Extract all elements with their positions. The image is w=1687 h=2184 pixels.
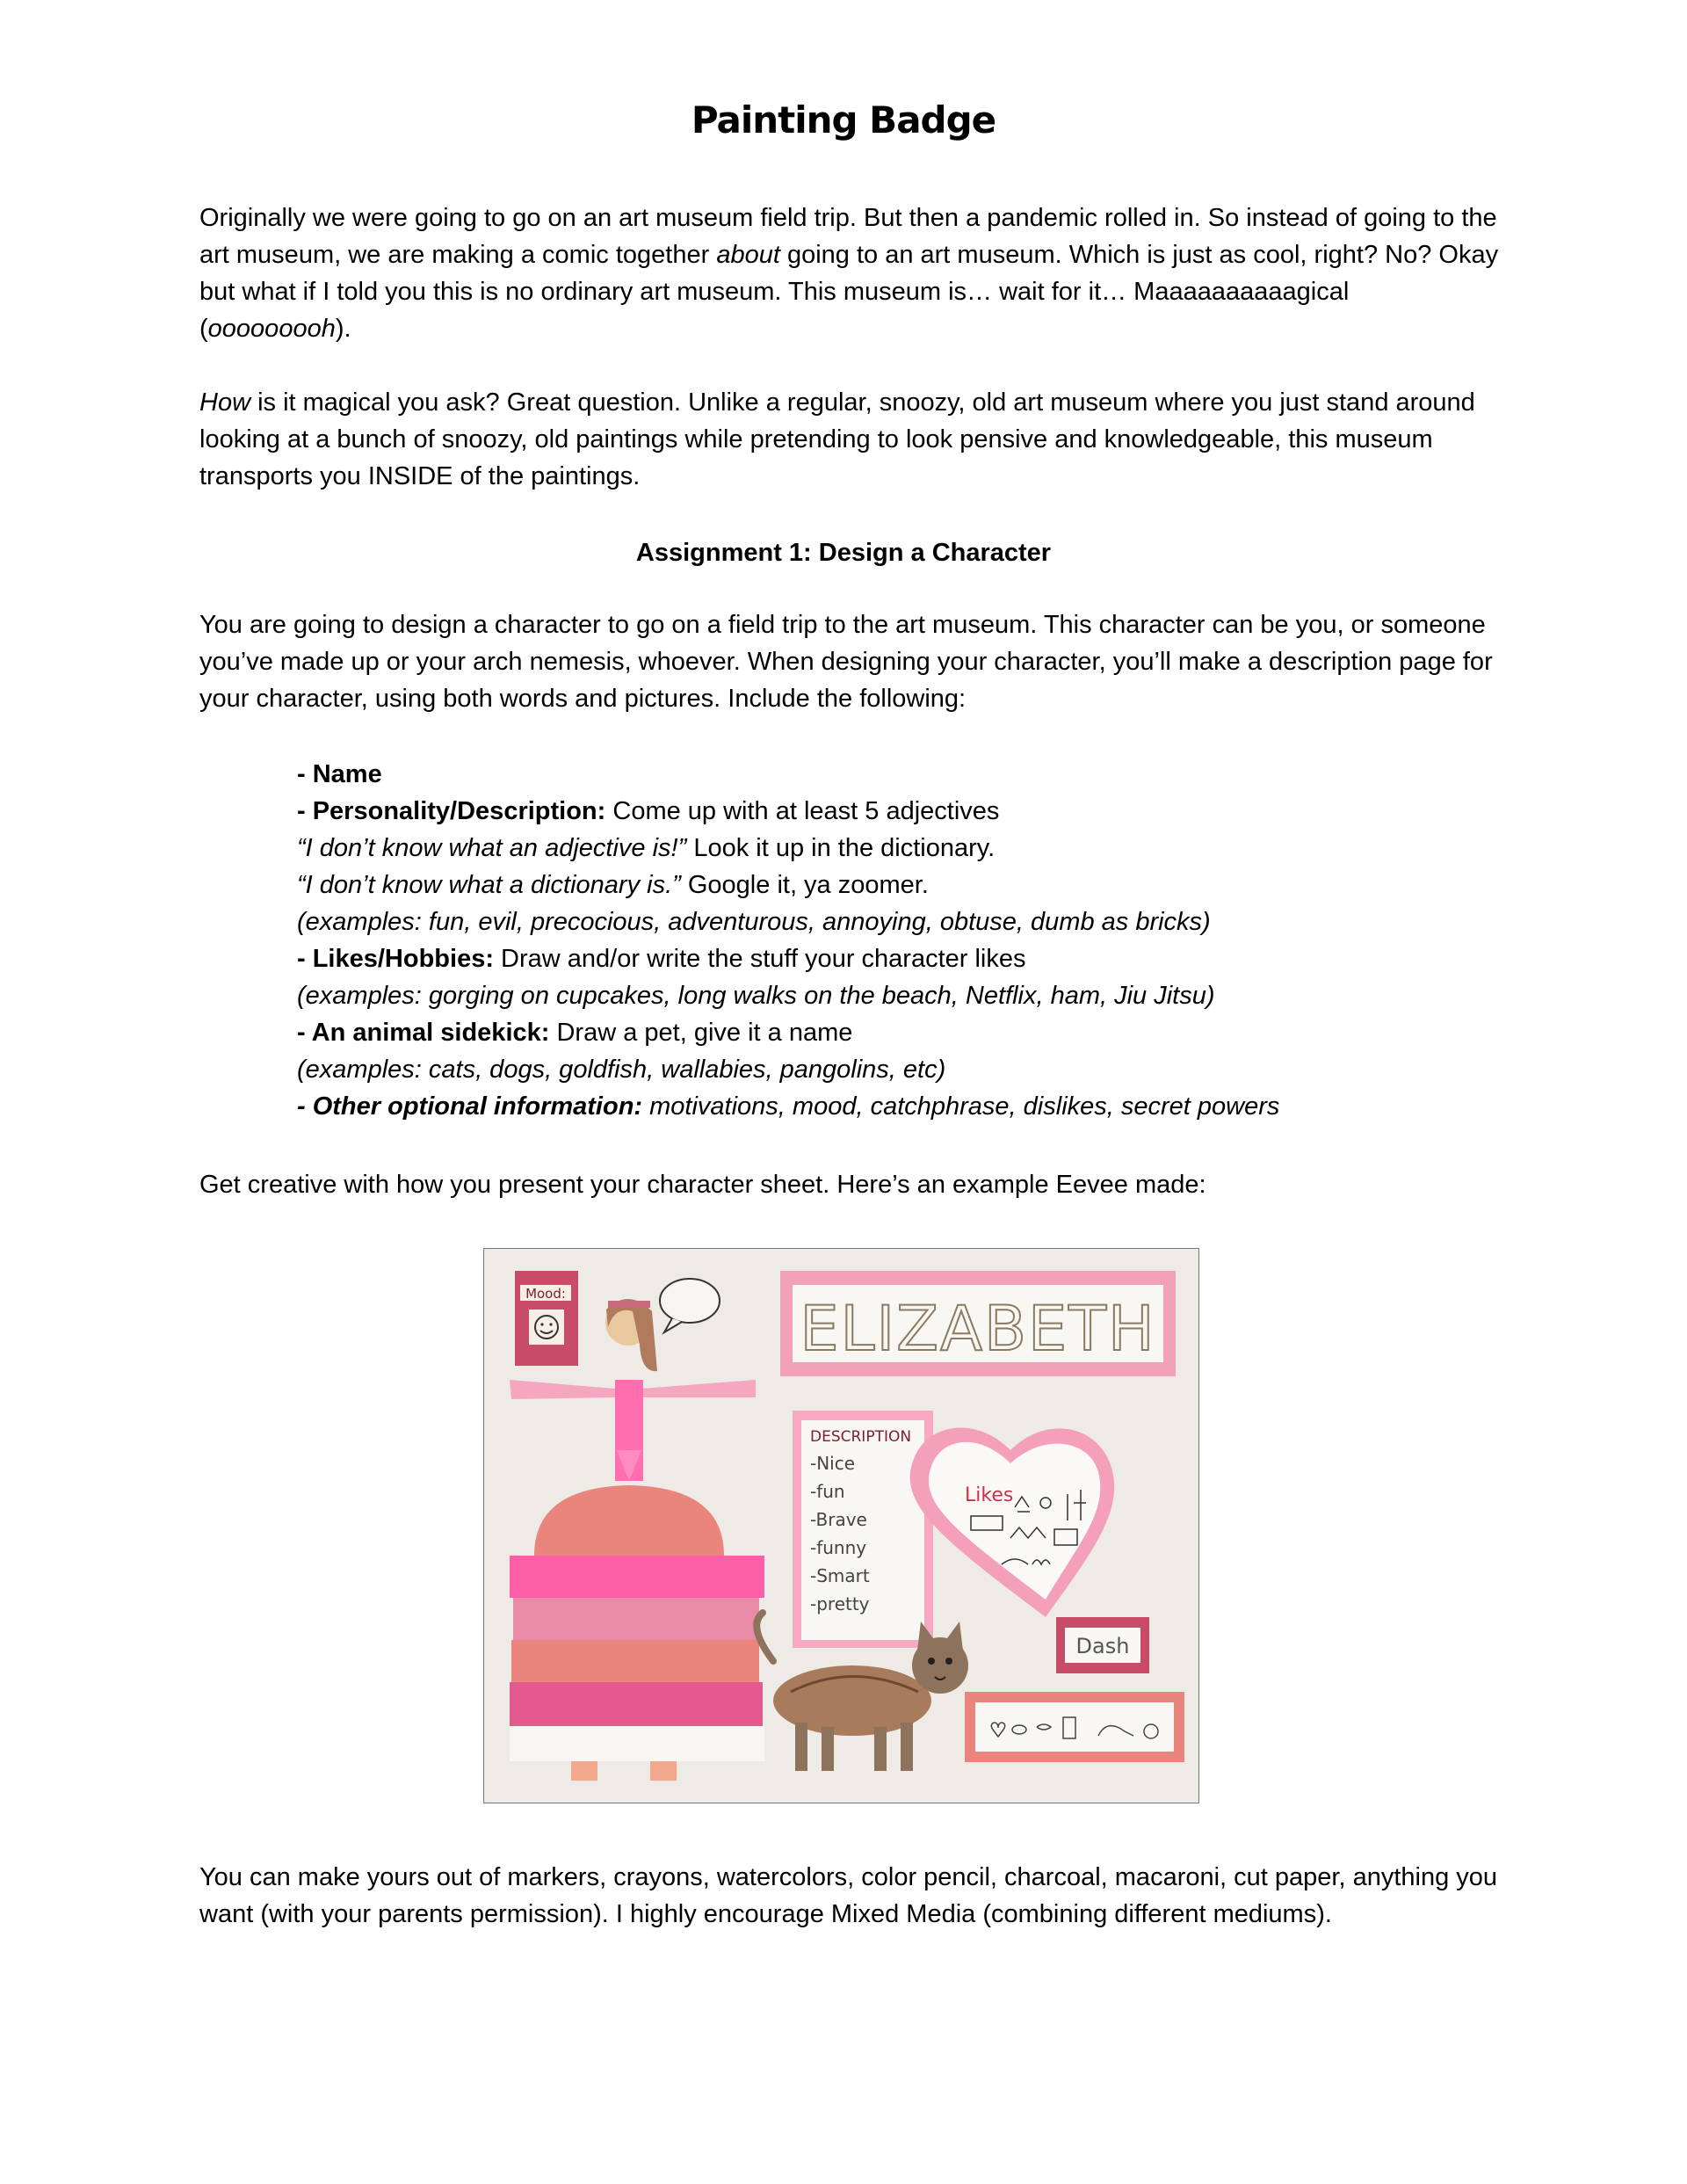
dress-layer-4 — [510, 1682, 763, 1726]
other-label: - Other optional information: — [297, 1092, 643, 1121]
assignment-paragraph: You are going to design a character to go on a field trip to the art museum. This character can be you, or someone you’ve made up or your arch nemesis, whoever. When designing your character, you’ll make a description page for your character, using both words and pictures. Include the following: — [199, 611, 1493, 713]
description-item: -Smart — [810, 1565, 870, 1586]
list-item-name — [297, 756, 1527, 793]
assignment-heading: Assignment 1: Design a Character — [635, 539, 1052, 567]
dress-layer-2 — [513, 1598, 759, 1640]
page-title: Painting Badge — [691, 98, 996, 141]
likes-label: Likes — [965, 1484, 1014, 1506]
mood-label: Mood: — [525, 1286, 566, 1302]
closing-paragraph: You can make yours out of markers, crayons, watercolors, color pencil, charcoal, macaroni, cut paper, anything you want (with your parents permission). I highly encourage Mixed Media (combining different mediums). — [199, 1863, 1498, 1928]
dress-hem — [510, 1726, 764, 1761]
personality-label: - Personality/Description: — [297, 797, 606, 825]
character-name: ELIZABETH — [800, 1293, 1156, 1365]
magic-paragraph — [199, 384, 1500, 495]
adjective-text: Look it up in the dictionary. — [686, 834, 996, 862]
headband — [608, 1301, 650, 1308]
likes-label: - Likes/Hobbies: — [297, 945, 494, 973]
adjective-examples: (examples: fun, evil, precocious, adventurous, annoying, obtuse, dumb as bricks) — [297, 908, 1211, 936]
likes-examples: (examples: gorging on cupcakes, long walks on the beach, Netflix, ham, Jiu Jitsu) — [297, 982, 1215, 1010]
list-item-animal-examples — [297, 1051, 1527, 1088]
intro-emphasis-ooh: ooooooooh — [207, 315, 336, 343]
other-text: motivations, mood, catchphrase, dislikes, secret powers — [642, 1092, 1280, 1121]
dictionary-quote: “I don’t know what a dictionary is.” — [297, 871, 681, 899]
left-foot — [571, 1761, 597, 1781]
pet-name: Dash — [1075, 1634, 1130, 1658]
animal-examples: (examples: cats, dogs, goldfish, wallabies, pangolins, etc) — [297, 1056, 946, 1084]
description-item: -pretty — [810, 1593, 870, 1614]
name-label: - Name — [297, 760, 382, 788]
list-item-likes — [297, 940, 1527, 977]
magic-text: is it magical you ask? Great question. Unlike a regular, snoozy, old art museum where you just stand around looking at a bunch of snoozy, old paintings while pretending to look pensive and knowledgeable, this museum transports you INSIDE of the paintings. — [199, 388, 1475, 490]
right-foot — [650, 1761, 677, 1781]
list-item-dictionary-quote — [297, 867, 1527, 903]
character-sheet-image — [483, 1248, 1199, 1803]
dictionary-text: Google it, ya zoomer. — [680, 871, 929, 899]
magic-emphasis-how: How — [199, 388, 251, 417]
likes-text: Draw and/or write the stuff your character likes — [494, 945, 1026, 973]
intro-emphasis-about: about — [716, 241, 780, 269]
list-item-adjective-examples — [297, 903, 1527, 940]
list-item-other — [297, 1088, 1527, 1125]
animal-label: - An animal sidekick: — [297, 1019, 550, 1047]
description-title: DESCRIPTION — [810, 1428, 912, 1446]
description-item: -funny — [810, 1537, 867, 1558]
description-item: -fun — [810, 1481, 845, 1502]
intro-paragraph — [199, 200, 1500, 347]
animal-text: Draw a pet, give it a name — [549, 1019, 853, 1047]
intro-text-1: Originally we were going to go on an art museum field trip. But then a pandemic rolled in. So instead of going to the art museum, we are making a comic together — [199, 204, 1497, 269]
description-item: -Brave — [810, 1509, 867, 1530]
speech-bubble-icon — [660, 1279, 720, 1323]
list-item-personality — [297, 793, 1527, 830]
example-intro-paragraph: Get creative with how you present your character sheet. Here’s an example Eevee made: — [199, 1171, 1206, 1199]
list-item-likes-examples — [297, 977, 1527, 1014]
dress-layer-3 — [511, 1640, 759, 1682]
list-item-adjective-quote — [297, 830, 1527, 867]
personality-text: Come up with at least 5 adjectives — [605, 797, 1000, 825]
adjective-quote: “I don’t know what an adjective is!” — [297, 834, 687, 862]
description-item: -Nice — [810, 1453, 856, 1474]
intro-text-3: ). — [335, 315, 351, 343]
list-item-animal — [297, 1014, 1527, 1051]
intro-text-2: going to an art museum. Which is just as cool, right? No? Okay but what if I told you this is no ordinary art museum. This museum is… wait for it… Maaaaaaaaaagical ( — [199, 241, 1499, 343]
requirements-list — [297, 756, 1527, 1125]
dress-layer-1 — [510, 1556, 764, 1598]
